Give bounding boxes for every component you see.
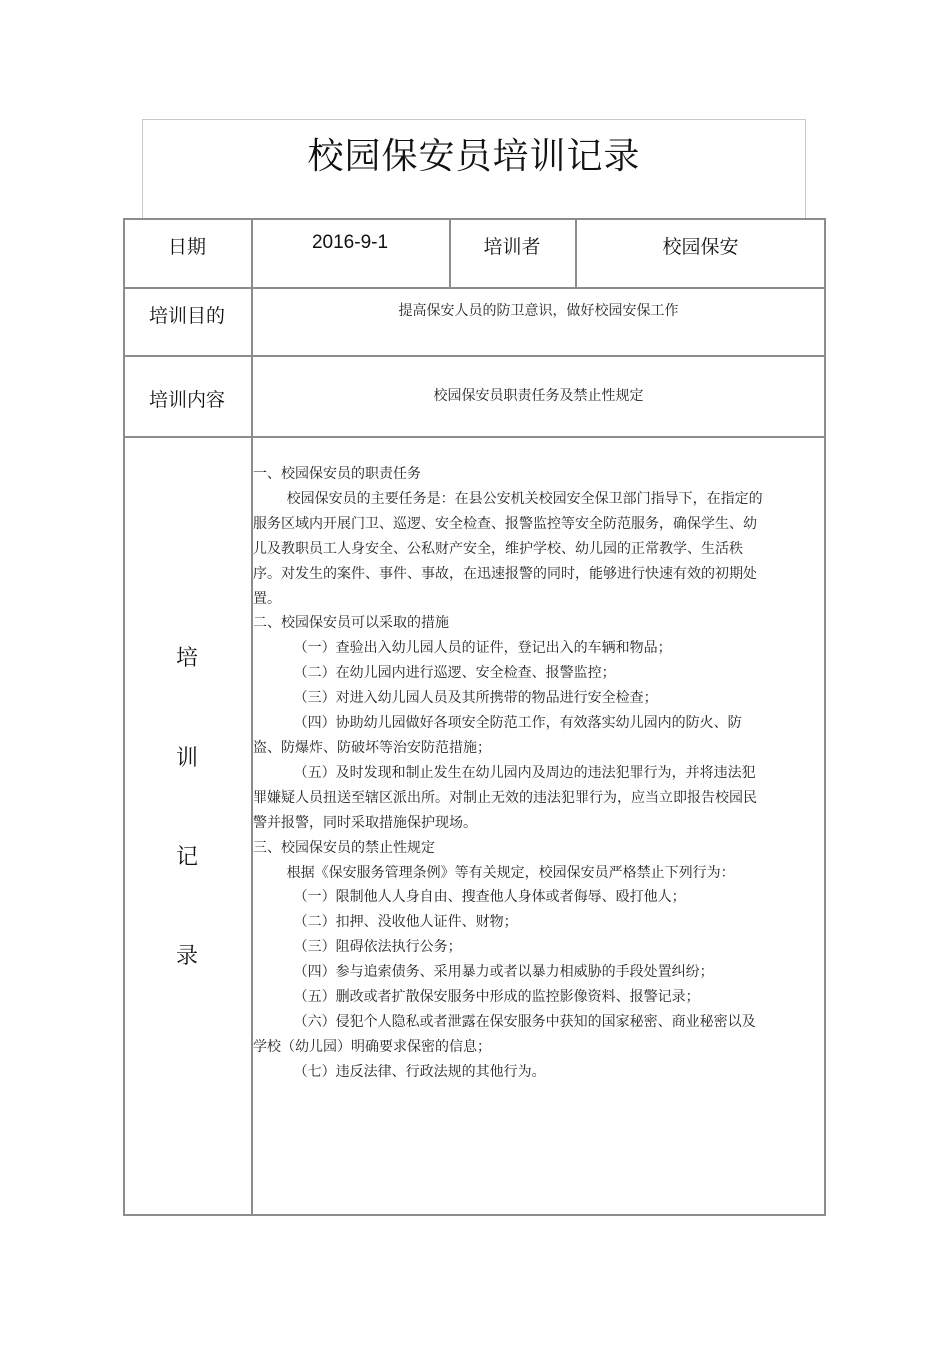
section-heading: 三、校园保安员的禁止性规定 bbox=[253, 839, 435, 856]
list-item: （六）侵犯个人隐私或者泄露在保安服务中获知的国家秘密、商业秘密以及学校（幼儿园）明确要求保密的信息； bbox=[253, 1013, 756, 1055]
paragraph: 校园保安员的主要任务是：在县公安机关校园安全保卫部门指导下，在指定的服务区域内开展门卫、巡逻、安全检查、报警监控等安全防范服务，确保学生、幼儿及教职员工人身安全、公私财产安全，维护学校、幼儿园的正常教学、生活秩序。对发生的案件、事件、事故，在迅速报警的同时，能够进行快速有效的初期处置。 bbox=[253, 490, 763, 607]
date-label: 日期 bbox=[167, 236, 206, 258]
date-value: 2016-9-1 bbox=[311, 232, 389, 253]
list-item: （四）参与追索债务、采用暴力或者以暴力相威胁的手段处置纠纷； bbox=[293, 964, 714, 981]
record-label-char: 记 bbox=[175, 845, 198, 870]
list-item: （一）限制他人人身自由、搜查他人身体或者侮辱、殴打他人； bbox=[293, 889, 686, 906]
row-divider bbox=[123, 287, 826, 289]
record-label-char: 培 bbox=[175, 646, 198, 671]
list-item: （三）阻碍依法执行公务； bbox=[293, 939, 462, 956]
title-box bbox=[142, 119, 806, 218]
record-label-char: 训 bbox=[175, 746, 198, 771]
purpose-label: 培训目的 bbox=[148, 305, 225, 327]
table-border-right bbox=[824, 218, 826, 1216]
list-item: （五）删改或者扩散保安服务中形成的监控影像资料、报警记录； bbox=[293, 989, 700, 1006]
trainer-label: 培训者 bbox=[483, 236, 541, 258]
row-divider bbox=[123, 355, 826, 357]
list-item: （四）协助幼儿园做好各项安全防范工作，有效落实幼儿园内的防火、防盗、防爆炸、防破坏等治安防范措施； bbox=[253, 715, 742, 756]
list-item: （三）对进入幼儿园人员及其所携带的物品进行安全检查； bbox=[293, 690, 658, 707]
row-divider bbox=[123, 436, 826, 438]
page-title: 校园保安员培训记录 bbox=[307, 136, 641, 177]
list-item: （二）在幼儿园内进行巡逻、安全检查、报警监控； bbox=[293, 665, 616, 682]
training-record-body bbox=[253, 462, 769, 1085]
table-border-top bbox=[123, 218, 826, 220]
table-border-left bbox=[123, 218, 125, 1216]
section-heading: 一、校园保安员的职责任务 bbox=[253, 466, 421, 482]
list-item: （一）查验出入幼儿园人员的证件，登记出入的车辆和物品； bbox=[293, 640, 672, 657]
list-item: （五）及时发现和制止发生在幼儿园内及周边的违法犯罪行为，并将违法犯罪嫌疑人员扭送至辖区派出所。对制止无效的违法犯罪行为，应当立即报告校园民警并报警，同时采取措施保护现场。 bbox=[253, 764, 757, 831]
content-value: 校园保安员职责任务及禁止性规定 bbox=[433, 388, 644, 404]
list-item: （二）扣押、没收他人证件、财物； bbox=[293, 914, 518, 931]
paragraph: 根据《保安服务管理条例》等有关规定，校园保安员严格禁止下列行为： bbox=[286, 864, 735, 881]
list-item: （七）违反法律、行政法规的其他行为。 bbox=[293, 1063, 546, 1080]
record-label-char: 录 bbox=[175, 944, 198, 969]
content-label: 培训内容 bbox=[148, 389, 225, 411]
trainer-value: 校园保安 bbox=[662, 236, 739, 258]
table-border-bottom bbox=[123, 1214, 826, 1216]
purpose-value: 提高保安人员的防卫意识，做好校园安保工作 bbox=[398, 303, 679, 319]
section-heading: 二、校园保安员可以采取的措施 bbox=[253, 615, 449, 632]
